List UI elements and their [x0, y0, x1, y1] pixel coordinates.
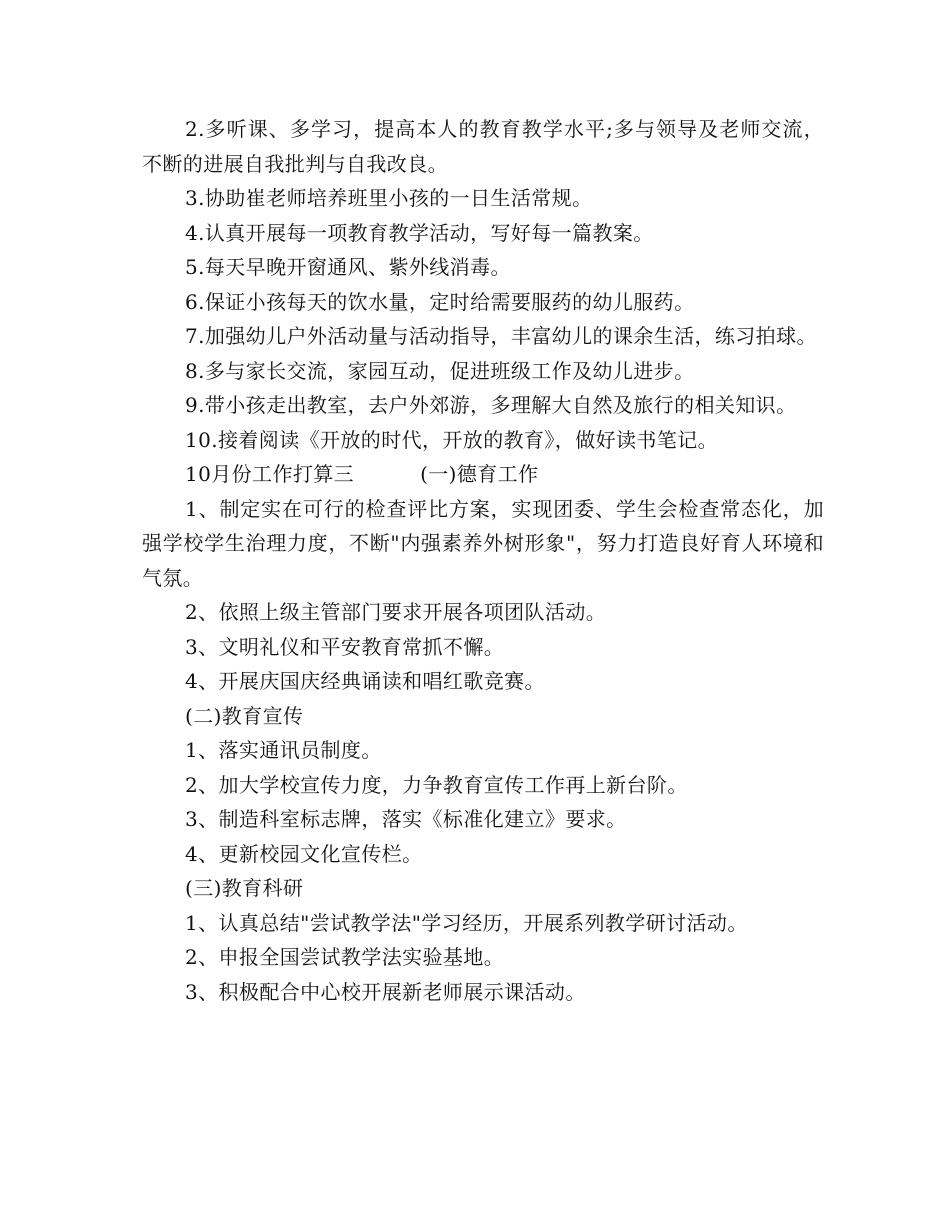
research-heading: (三)教育科研 [185, 876, 304, 900]
publicity-item-2: 2、加大学校宣传力度，力争教育宣传工作再上新台阶。 [185, 772, 688, 797]
publicity-item-1: 1、落实通讯员制度。 [185, 738, 382, 762]
paragraph-item-7: 7.加强幼儿户外活动量与活动指导，丰富幼儿的课余生活，练习拍球。 [185, 324, 817, 348]
moral-item-2: 2、依照上级主管部门要求开展各项团队活动。 [185, 600, 607, 624]
paragraph-item-8: 8.多与家长交流，家园互动，促进班级工作及幼儿进步。 [185, 358, 695, 383]
research-item-3: 3、积极配合中心校开展新老师展示课活动。 [185, 979, 586, 1004]
paragraph-item-2: 2.多听课、多学习，提高本人的教育教学水平;多与领导及老师交流，不断的进展自我批判与自我改良。 [142, 117, 824, 176]
paragraph-item-5: 5.每天早晚开窗通风、紫外线消毒。 [185, 255, 511, 279]
moral-item-4: 4、开展庆国庆经典诵读和唱红歌竞赛。 [185, 669, 545, 693]
section-heading [142, 457, 824, 492]
research-item-2: 2、申报全国尝试教学法实验基地。 [185, 945, 505, 969]
publicity-item-4: 4、更新校园文化宣传栏。 [185, 841, 423, 866]
moral-education-heading: (一)德育工作 [420, 462, 539, 486]
paragraph-item-9: 9.带小孩走出教室，去户外郊游，多理解大自然及旅行的相关知识。 [185, 393, 797, 417]
paragraph-item-4: 4.认真开展每一项教育教学活动，写好每一篇教案。 [185, 220, 654, 245]
paragraph-item-10: 10.接着阅读《开放的时代，开放的教育》，做好读书笔记。 [185, 427, 719, 452]
paragraph-item-6: 6.保证小孩每天的饮水量，定时给需要服药的幼儿服药。 [185, 289, 695, 314]
paragraph-item-3: 3.协助崔老师培养班里小孩的一日生活常规。 [185, 186, 593, 210]
moral-item-3: 3、文明礼仪和平安教育常抓不懈。 [185, 634, 505, 659]
publicity-heading: (二)教育宣传 [185, 703, 304, 728]
plan-title: 10月份工作打算三 [185, 462, 355, 486]
document-page [142, 112, 824, 1009]
moral-item-1: 1、制定实在可行的检查评比方案，实现团委、学生会检查常态化，加强学校学生治理力度，不断"内强素养外树形象"，努力打造良好育人环境和气氛。 [142, 496, 824, 590]
research-item-1: 1、认真总结"尝试教学法"学习经历，开展系列教学研讨活动。 [185, 910, 748, 935]
publicity-item-3: 3、制造科室标志牌，落实《标准化建立》要求。 [185, 807, 627, 831]
